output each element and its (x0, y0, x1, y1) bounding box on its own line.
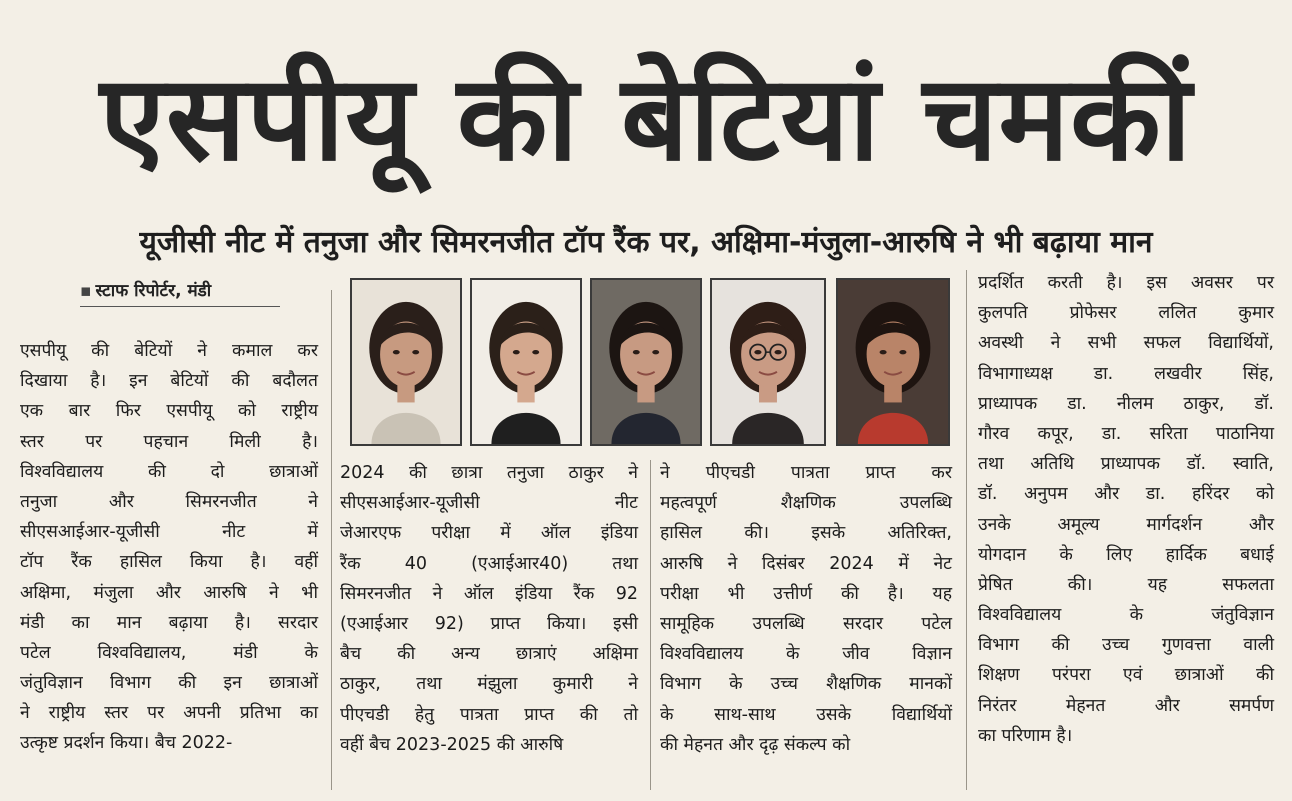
portrait-icon (352, 280, 460, 444)
article-line: मंडी का मान बढ़ाया है। सरदार (20, 612, 318, 633)
subheadline: यूजीसी नीट में तनुजा और सिमरनजीत टॉप रैंक पर, अक्षिमा-मंजुला-आरुषि ने भी बढ़ाया मान (139, 225, 1153, 260)
portrait-icon (472, 280, 580, 444)
article-line: स्तर पर पहचान मिली है। (20, 431, 318, 452)
article-line: डॉ. अनुपम और डा. हरिंदर को (978, 484, 1274, 505)
article-line: तनुजा और सिमरनजीत ने (20, 491, 318, 512)
article-line: महत्वपूर्ण शैक्षणिक उपलब्धि (660, 493, 952, 514)
article-line: आरुषि ने दिसंबर 2024 में नेट (660, 553, 952, 574)
article-line: विश्वविद्यालय के जंतुविज्ञान (978, 605, 1274, 626)
article-line: कुलपति प्रोफेसर ललित कुमार (978, 303, 1274, 324)
article-line: सीएसआईआर-यूजीसी नीट (340, 493, 638, 514)
column-divider (650, 460, 651, 790)
photo-student-5 (836, 278, 950, 446)
byline-bullet-icon: ▪ (80, 281, 92, 301)
article-line: ठाकुर, तथा मंझुला कुमारी ने (340, 674, 638, 695)
article-line: सीएसआईआर-यूजीसी नीट में (20, 522, 318, 543)
article-line: गौरव कपूर, डा. सरिता पाठानिया (978, 423, 1274, 444)
article-column-1 (20, 336, 318, 759)
column-divider (331, 290, 332, 790)
byline (80, 276, 280, 307)
headline: एसपीयू की बेटियां चमकीं (99, 49, 1193, 187)
article-line: अवस्थी ने सभी सफल विद्यार्थियों, (978, 333, 1274, 354)
article-line: रैंक 40 (एआईआर40) तथा (340, 553, 638, 574)
photo-student-3 (590, 278, 702, 446)
article-line: प्रदर्शित करती है। इस अवसर पर (978, 273, 1274, 293)
article-line: के साथ-साथ उसके विद्यार्थियों (660, 704, 952, 725)
article-column-3 (660, 458, 952, 760)
article-line: परीक्षा भी उत्तीर्ण की है। यह (660, 583, 952, 604)
article-line: विश्वविद्यालय के जीव विज्ञान (660, 644, 952, 665)
article-line: उत्कृष्ट प्रदर्शन किया। बैच 2022- (20, 733, 233, 754)
article-line: वहीं बैच 2023-2025 की आरुषि (340, 734, 564, 755)
article-line: एसपीयू की बेटियों ने कमाल कर (20, 341, 318, 361)
article-line: प्राध्यापक डा. नीलम ठाकुर, डॉ. (978, 393, 1274, 414)
article-line: शिक्षण परंपरा एवं छात्राओं की (978, 665, 1274, 686)
article-line: दिखाया है। इन बेटियों की बदौलत (20, 371, 318, 392)
article-line: योगदान के लिए हार्दिक बधाई (978, 544, 1274, 565)
column-divider (966, 270, 967, 790)
article-line: विभागाध्यक्ष डा. लखवीर सिंह, (978, 363, 1274, 384)
article-line: पटेल विश्वविद्यालय, मंडी के (20, 642, 318, 663)
portrait-icon (712, 280, 824, 444)
article-line: जंतुविज्ञान विभाग की इन छात्राओं (20, 673, 318, 694)
article-line: सामूहिक उपलब्धि सरदार पटेल (660, 613, 952, 634)
article-line: अक्षिमा, मंजुला और आरुषि ने भी (20, 582, 318, 603)
photo-student-1 (350, 278, 462, 446)
article-line: (एआईआर 92) प्राप्त किया। इसी (340, 613, 638, 634)
article-line: तथा अतिथि प्राध्यापक डॉ. स्वाति, (978, 454, 1274, 475)
article-line: की मेहनत और दृढ़ संकल्प को (660, 734, 851, 755)
photo-student-2 (470, 278, 582, 446)
article-line: सिमरनजीत ने ऑल इंडिया रैंक 92 (340, 583, 638, 604)
article-line: जेआरएफ परीक्षा में ऑल इंडिया (340, 523, 638, 544)
article-line: विभाग के उच्च शैक्षणिक मानकों (660, 674, 952, 695)
article-line: उनके अमूल्य मार्गदर्शन और (978, 514, 1274, 535)
portrait-icon (838, 280, 948, 444)
article-line: टॉप रैंक हासिल किया है। वहीं (20, 552, 318, 573)
article-line: 2024 की छात्रा तनुजा ठाकुर ने (340, 463, 638, 483)
photo-student-4 (710, 278, 826, 446)
article-line: बैच की अन्य छात्राएं अक्षिमा (340, 644, 638, 665)
article-line: ने राष्ट्रीय स्तर पर अपनी प्रतिभा का (20, 703, 318, 724)
article-line: निरंतर मेहनत और समर्पण (978, 695, 1274, 716)
article-line: प्रेषित की। यह सफलता (978, 574, 1274, 595)
article-column-2 (340, 458, 638, 760)
article-line: एक बार फिर एसपीयू को राष्ट्रीय (20, 401, 318, 422)
article-line: विश्वविद्यालय की दो छात्राओं (20, 461, 318, 482)
article-column-4 (978, 268, 1274, 751)
article-line: पीएचडी हेतु पात्रता प्राप्त की तो (340, 704, 638, 725)
article-line: हासिल की। इसके अतिरिक्त, (660, 523, 952, 544)
article-line: का परिणाम है। (978, 725, 1073, 746)
portrait-icon (592, 280, 700, 444)
article-line: विभाग की उच्च गुणवत्ता वाली (978, 635, 1274, 656)
article-line: ने पीएचडी पात्रता प्राप्त कर (660, 463, 952, 483)
byline-text: स्टाफ रिपोर्टर, मंडी (95, 281, 212, 301)
